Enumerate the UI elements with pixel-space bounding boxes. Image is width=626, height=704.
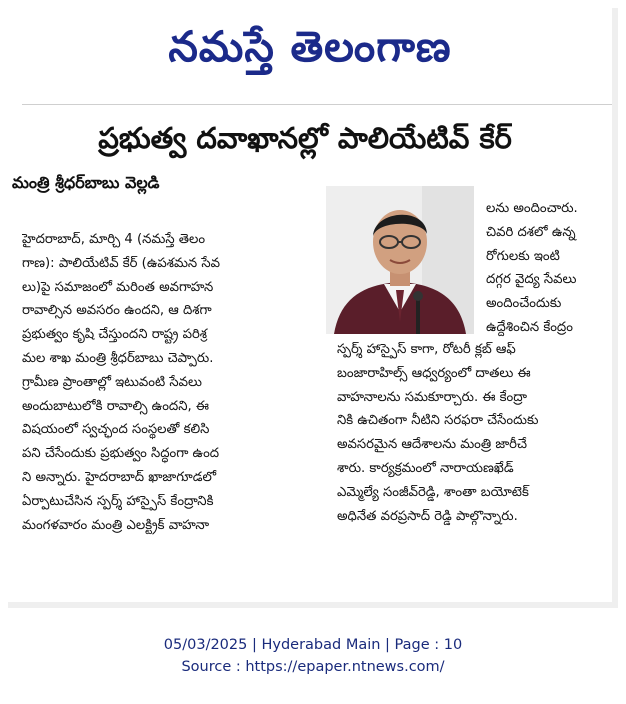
article-subheadline: మంత్రి శ్రీధర్‌బాబు వెల్లడి <box>12 173 160 192</box>
article-body-right-column-top: లను అందించారు. చివరి దశలో ఉన్న రోగులకు ఇంటి దగ్గర వైద్య సేవలు అందించేందుకు ఉద్దేశించిన కేంద్రం <box>486 201 578 335</box>
portrait-image <box>326 186 474 334</box>
edition-info: 05/03/2025 | Hyderabad Main | Page : 10 <box>163 637 463 653</box>
masthead-divider <box>22 104 612 105</box>
article-body-right-column-bottom: స్పర్శ్ హాస్పైస్ కాగా, రోటరీ క్లబ్ ఆఫ్ బంజారాహిల్స్ ఆధ్వర్యంలో దాతలు ఈ వాహనాలను సమకూర్చారు. ఈ కేంద్రా నికి ఉచితంగా నీటిని సరఫరా చేసేందుకు అవసరమైన ఆదేశాలను మంత్రి జారీచే శారు. కార్యక్రమంలో నారాయణఖేడ్ ఎమ్మెల్యే సంజీవ్‌రెడ్డి, శాంతా బయోటెక్ అధినేత వరప్రసాద్ రెడ్డి పాల్గొన్నారు. <box>337 342 539 524</box>
article-body-left-column: హైదరాబాద్, మార్చి 4 (నమస్తే తెలం గాణ): పాలియేటివ్ కేర్ (ఉపశమన సేవ లు)పై సమాజంలో మరింత అవగాహన రావాల్సిన అవసరం ఉందని, ఆ దిశగా ప్రభుత్వం కృషి చేస్తుందని రాష్ట్ర పరిశ్ర మల శాఖ మంత్రి శ్రీధర్‌బాబు చెప్పారు. గ్రామీణ ప్రాంతాల్లో ఇటువంటి సేవలు అందుబాటులోకి రావాల్సి ఉందని, ఈ విషయంలో స్వచ్ఛంద సంస్థలతో కలిసి పని చేసేందుకు ప్రభుత్వం సిద్ధంగా ఉంద ని అన్నారు. హైదరాబాద్ ఖాజాగూడలో ఏర్పాటుచేసిన స్పర్శ్ హాస్పైస్ కేంద్రానికి మంగళవారం మంత్రి ఎలక్ట్రిక్ వాహనా <box>22 232 221 533</box>
newspaper-masthead: నమస్తే తెలంగాణ <box>168 22 452 71</box>
article-headline: ప్రభుత్వ దవాఖానల్లో పాలియేటివ్ కేర్ <box>98 121 512 155</box>
source-link[interactable]: Source : https://epaper.ntnews.com/ <box>181 659 445 675</box>
clipping-footer <box>0 634 626 678</box>
minister-photo <box>326 186 474 334</box>
